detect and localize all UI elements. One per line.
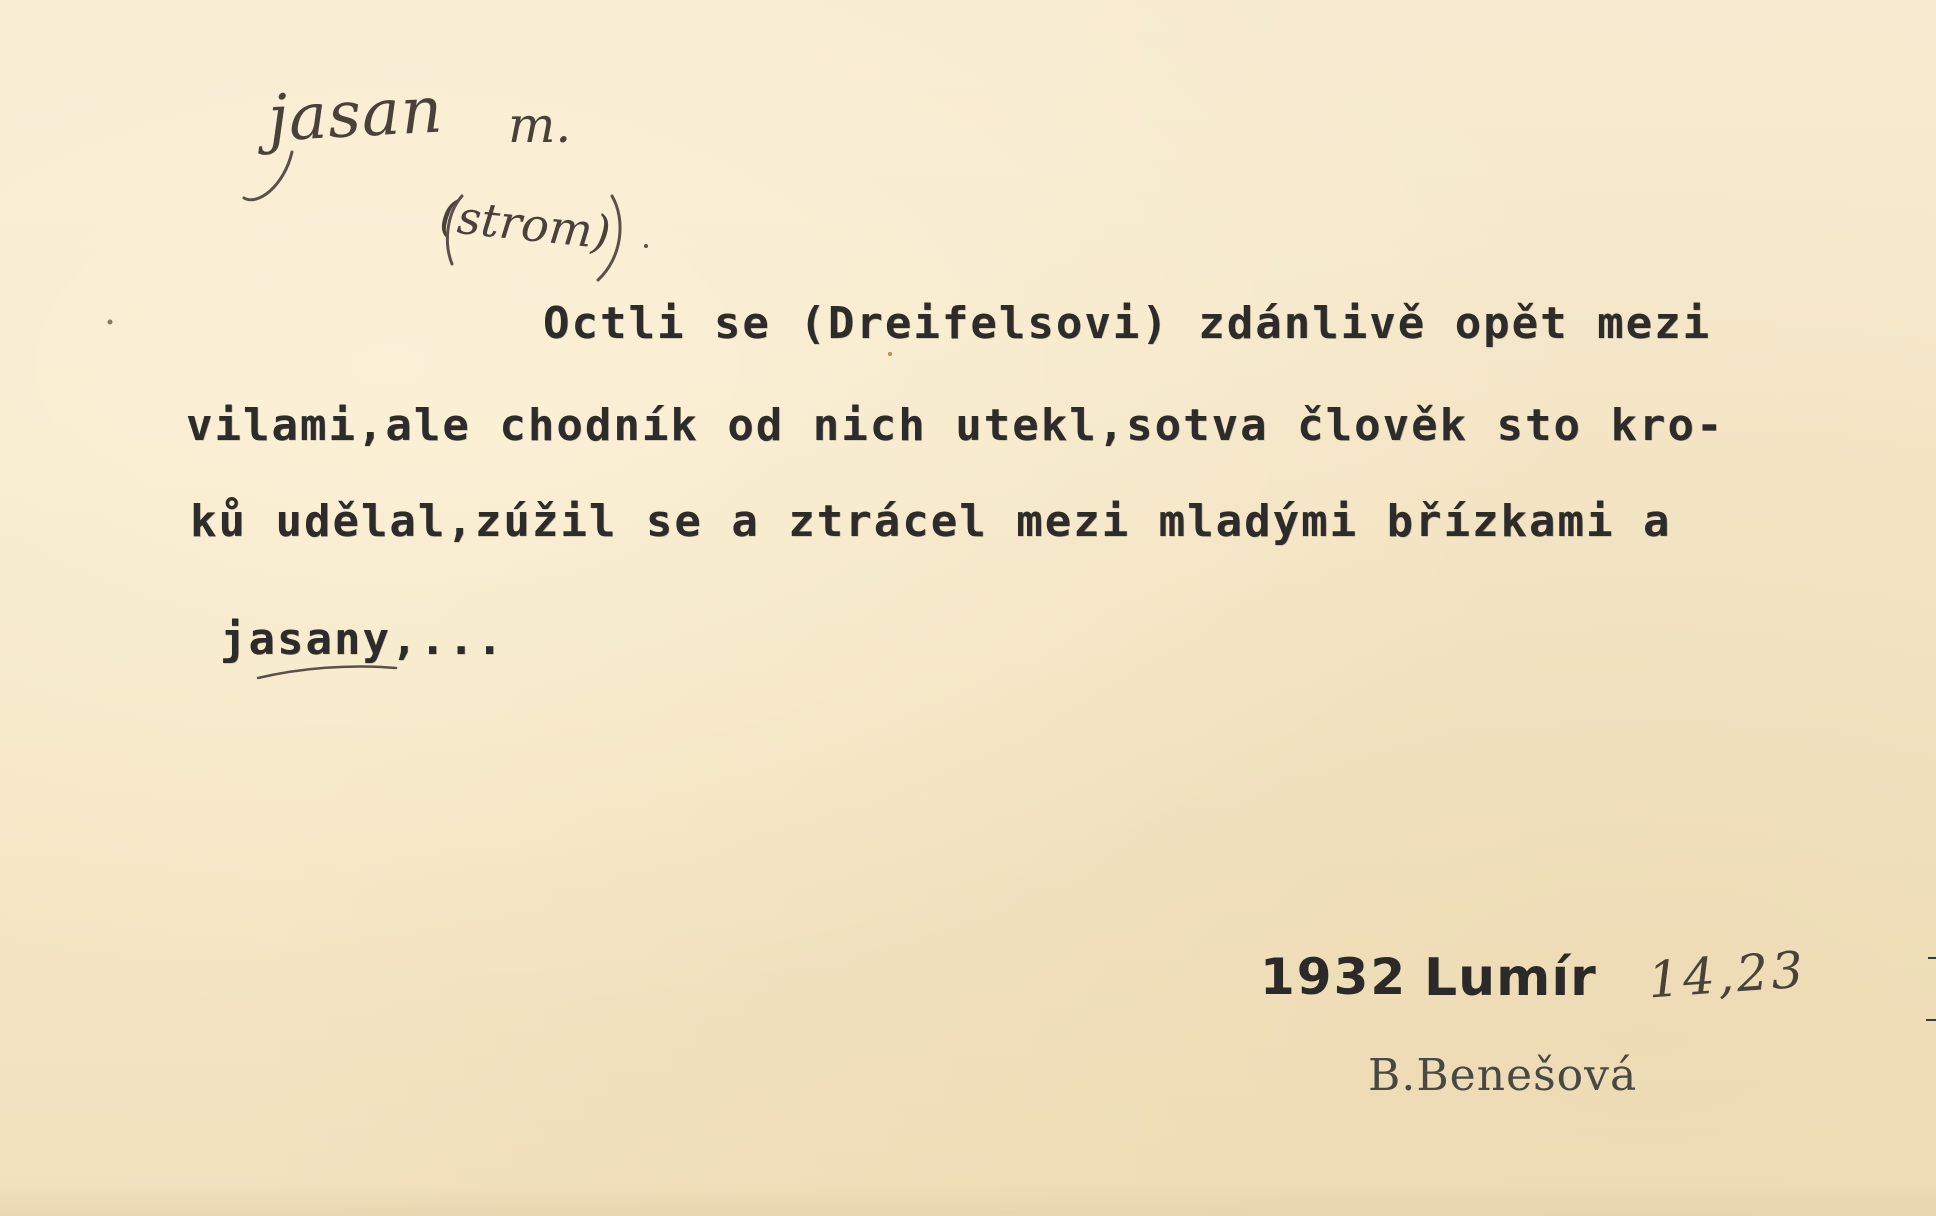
excerpt-line-4: jasany,... bbox=[220, 614, 505, 665]
excerpt-line-3: ků udělal,zúžil se a ztrácel mezi mladými břízkami a bbox=[190, 496, 1672, 547]
jasany-underline bbox=[258, 666, 396, 678]
ink-speck bbox=[888, 352, 892, 356]
excerpt-line-1: Octli se (Dreifelsovi) zdánlivě opět mezi bbox=[543, 298, 1712, 349]
author-stamp: B.Benešová bbox=[1368, 1050, 1638, 1101]
paper-speck bbox=[108, 320, 113, 325]
note-dot bbox=[644, 244, 648, 248]
headword: jasan bbox=[266, 73, 446, 157]
headword-note: (strom) bbox=[437, 188, 614, 260]
headword-gender: m. bbox=[508, 96, 572, 154]
excerpt-line-2: vilami,ale chodník od nich utekl,sotva člověk sto kro- bbox=[186, 400, 1725, 451]
headword-tail bbox=[244, 152, 292, 200]
source-publication: Lumír bbox=[1424, 948, 1597, 1008]
source-year: 1932 bbox=[1260, 948, 1408, 1006]
source-reference: 14,23 bbox=[1646, 940, 1808, 1010]
